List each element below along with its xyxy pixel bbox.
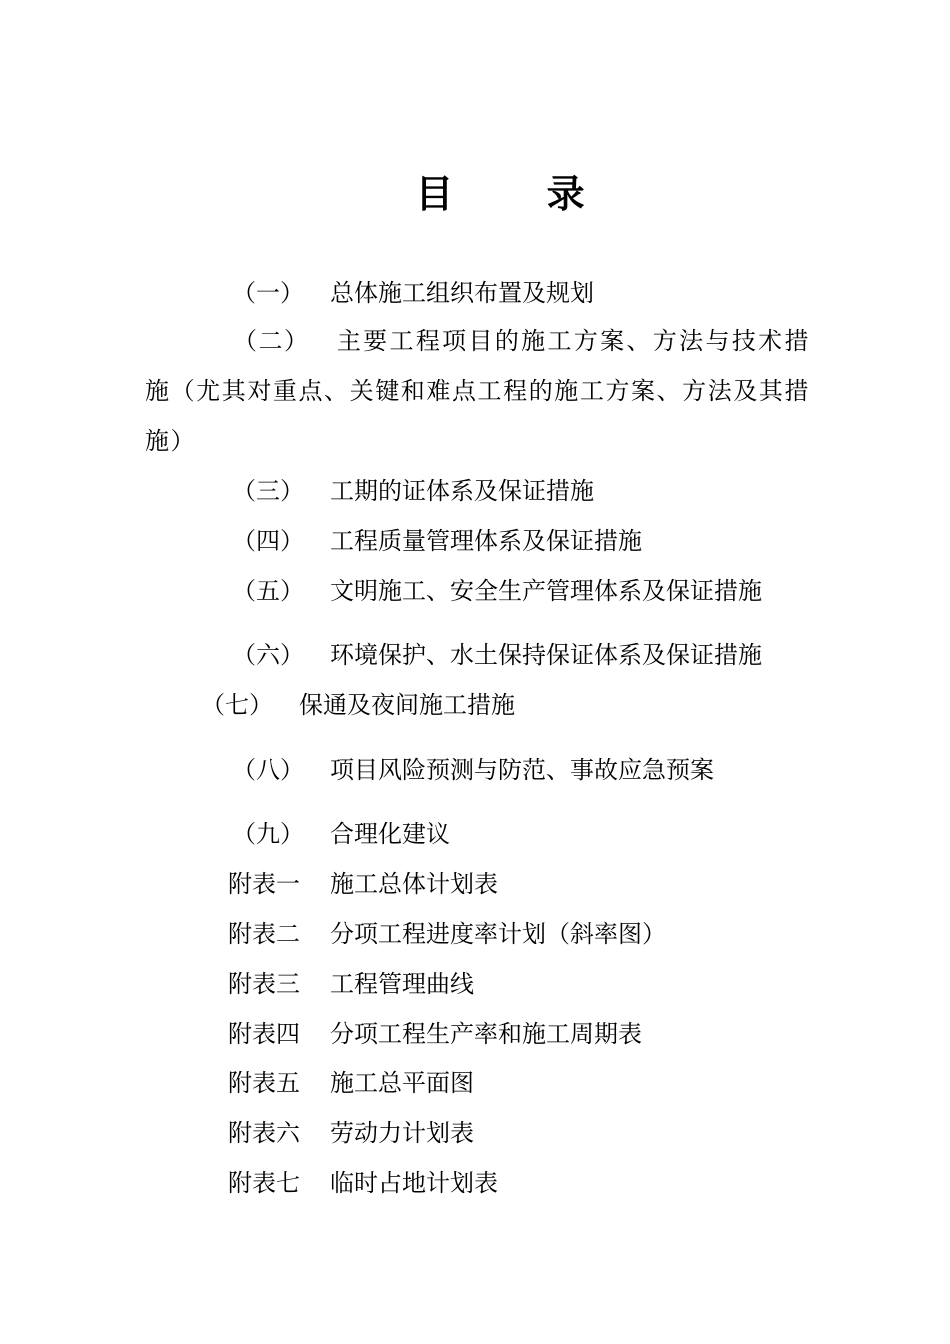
- toc-item-number: （七）: [201, 691, 273, 719]
- toc-item-number: （一）: [232, 279, 304, 307]
- appendix-item: [228, 1017, 642, 1051]
- toc-item-text: 合理化建议: [330, 820, 450, 848]
- appendix-item: [228, 867, 498, 901]
- toc-item: [232, 524, 642, 558]
- toc-item: [232, 638, 762, 672]
- appendix-number: 附表五: [228, 1069, 300, 1097]
- page-title: 目 录: [415, 171, 625, 216]
- toc-item: [232, 276, 594, 310]
- toc-item-number: （二）: [233, 327, 310, 355]
- appendix-text: 施工总体计划表: [330, 870, 498, 898]
- appendix-number: 附表六: [228, 1119, 300, 1147]
- toc-item-text: 工期的证体系及保证措施: [330, 477, 594, 505]
- toc-item-number: （五）: [232, 577, 304, 605]
- appendix-item: [228, 917, 666, 951]
- toc-item: [201, 688, 515, 722]
- appendix-text: 分项工程进度率计划（斜率图）: [330, 920, 666, 948]
- toc-item-text: 保通及夜间施工措施: [299, 691, 515, 719]
- toc-item-text: 项目风险预测与防范、事故应急预案: [330, 756, 714, 784]
- appendix-text: 分项工程生产率和施工周期表: [330, 1020, 642, 1048]
- toc-item-text: 主要工程项目的施工方案、方法与技术措施（尤其对重点、关键和难点工程的施工方案、方法及其措施）: [145, 327, 810, 455]
- toc-item-text: 文明施工、安全生产管理体系及保证措施: [330, 577, 762, 605]
- toc-item-number: （八）: [232, 756, 304, 784]
- toc-item: [145, 316, 810, 466]
- toc-item-number: （九）: [232, 820, 304, 848]
- toc-item-number: （四）: [232, 527, 304, 555]
- appendix-text: 劳动力计划表: [330, 1119, 474, 1147]
- appendix-item: [228, 1116, 474, 1150]
- toc-item-text: 总体施工组织布置及规划: [330, 279, 594, 307]
- toc-item-number: （三）: [232, 477, 304, 505]
- appendix-number: 附表七: [228, 1169, 300, 1197]
- appendix-text: 临时占地计划表: [330, 1169, 498, 1197]
- appendix-number: 附表三: [228, 970, 300, 998]
- toc-item: [232, 753, 714, 787]
- appendix-text: 施工总平面图: [330, 1069, 474, 1097]
- toc-item: [232, 474, 594, 508]
- toc-item-number: （六）: [232, 641, 304, 669]
- appendix-number: 附表一: [228, 870, 300, 898]
- toc-item-text: 工程质量管理体系及保证措施: [330, 527, 642, 555]
- toc-item: [232, 817, 450, 851]
- appendix-item: [228, 1066, 474, 1100]
- appendix-text: 工程管理曲线: [330, 970, 474, 998]
- appendix-item: [228, 1166, 498, 1200]
- toc-item-text: 环境保护、水土保持保证体系及保证措施: [330, 641, 762, 669]
- appendix-item: [228, 967, 474, 1001]
- toc-item: [232, 574, 762, 608]
- appendix-number: 附表二: [228, 920, 300, 948]
- appendix-number: 附表四: [228, 1020, 300, 1048]
